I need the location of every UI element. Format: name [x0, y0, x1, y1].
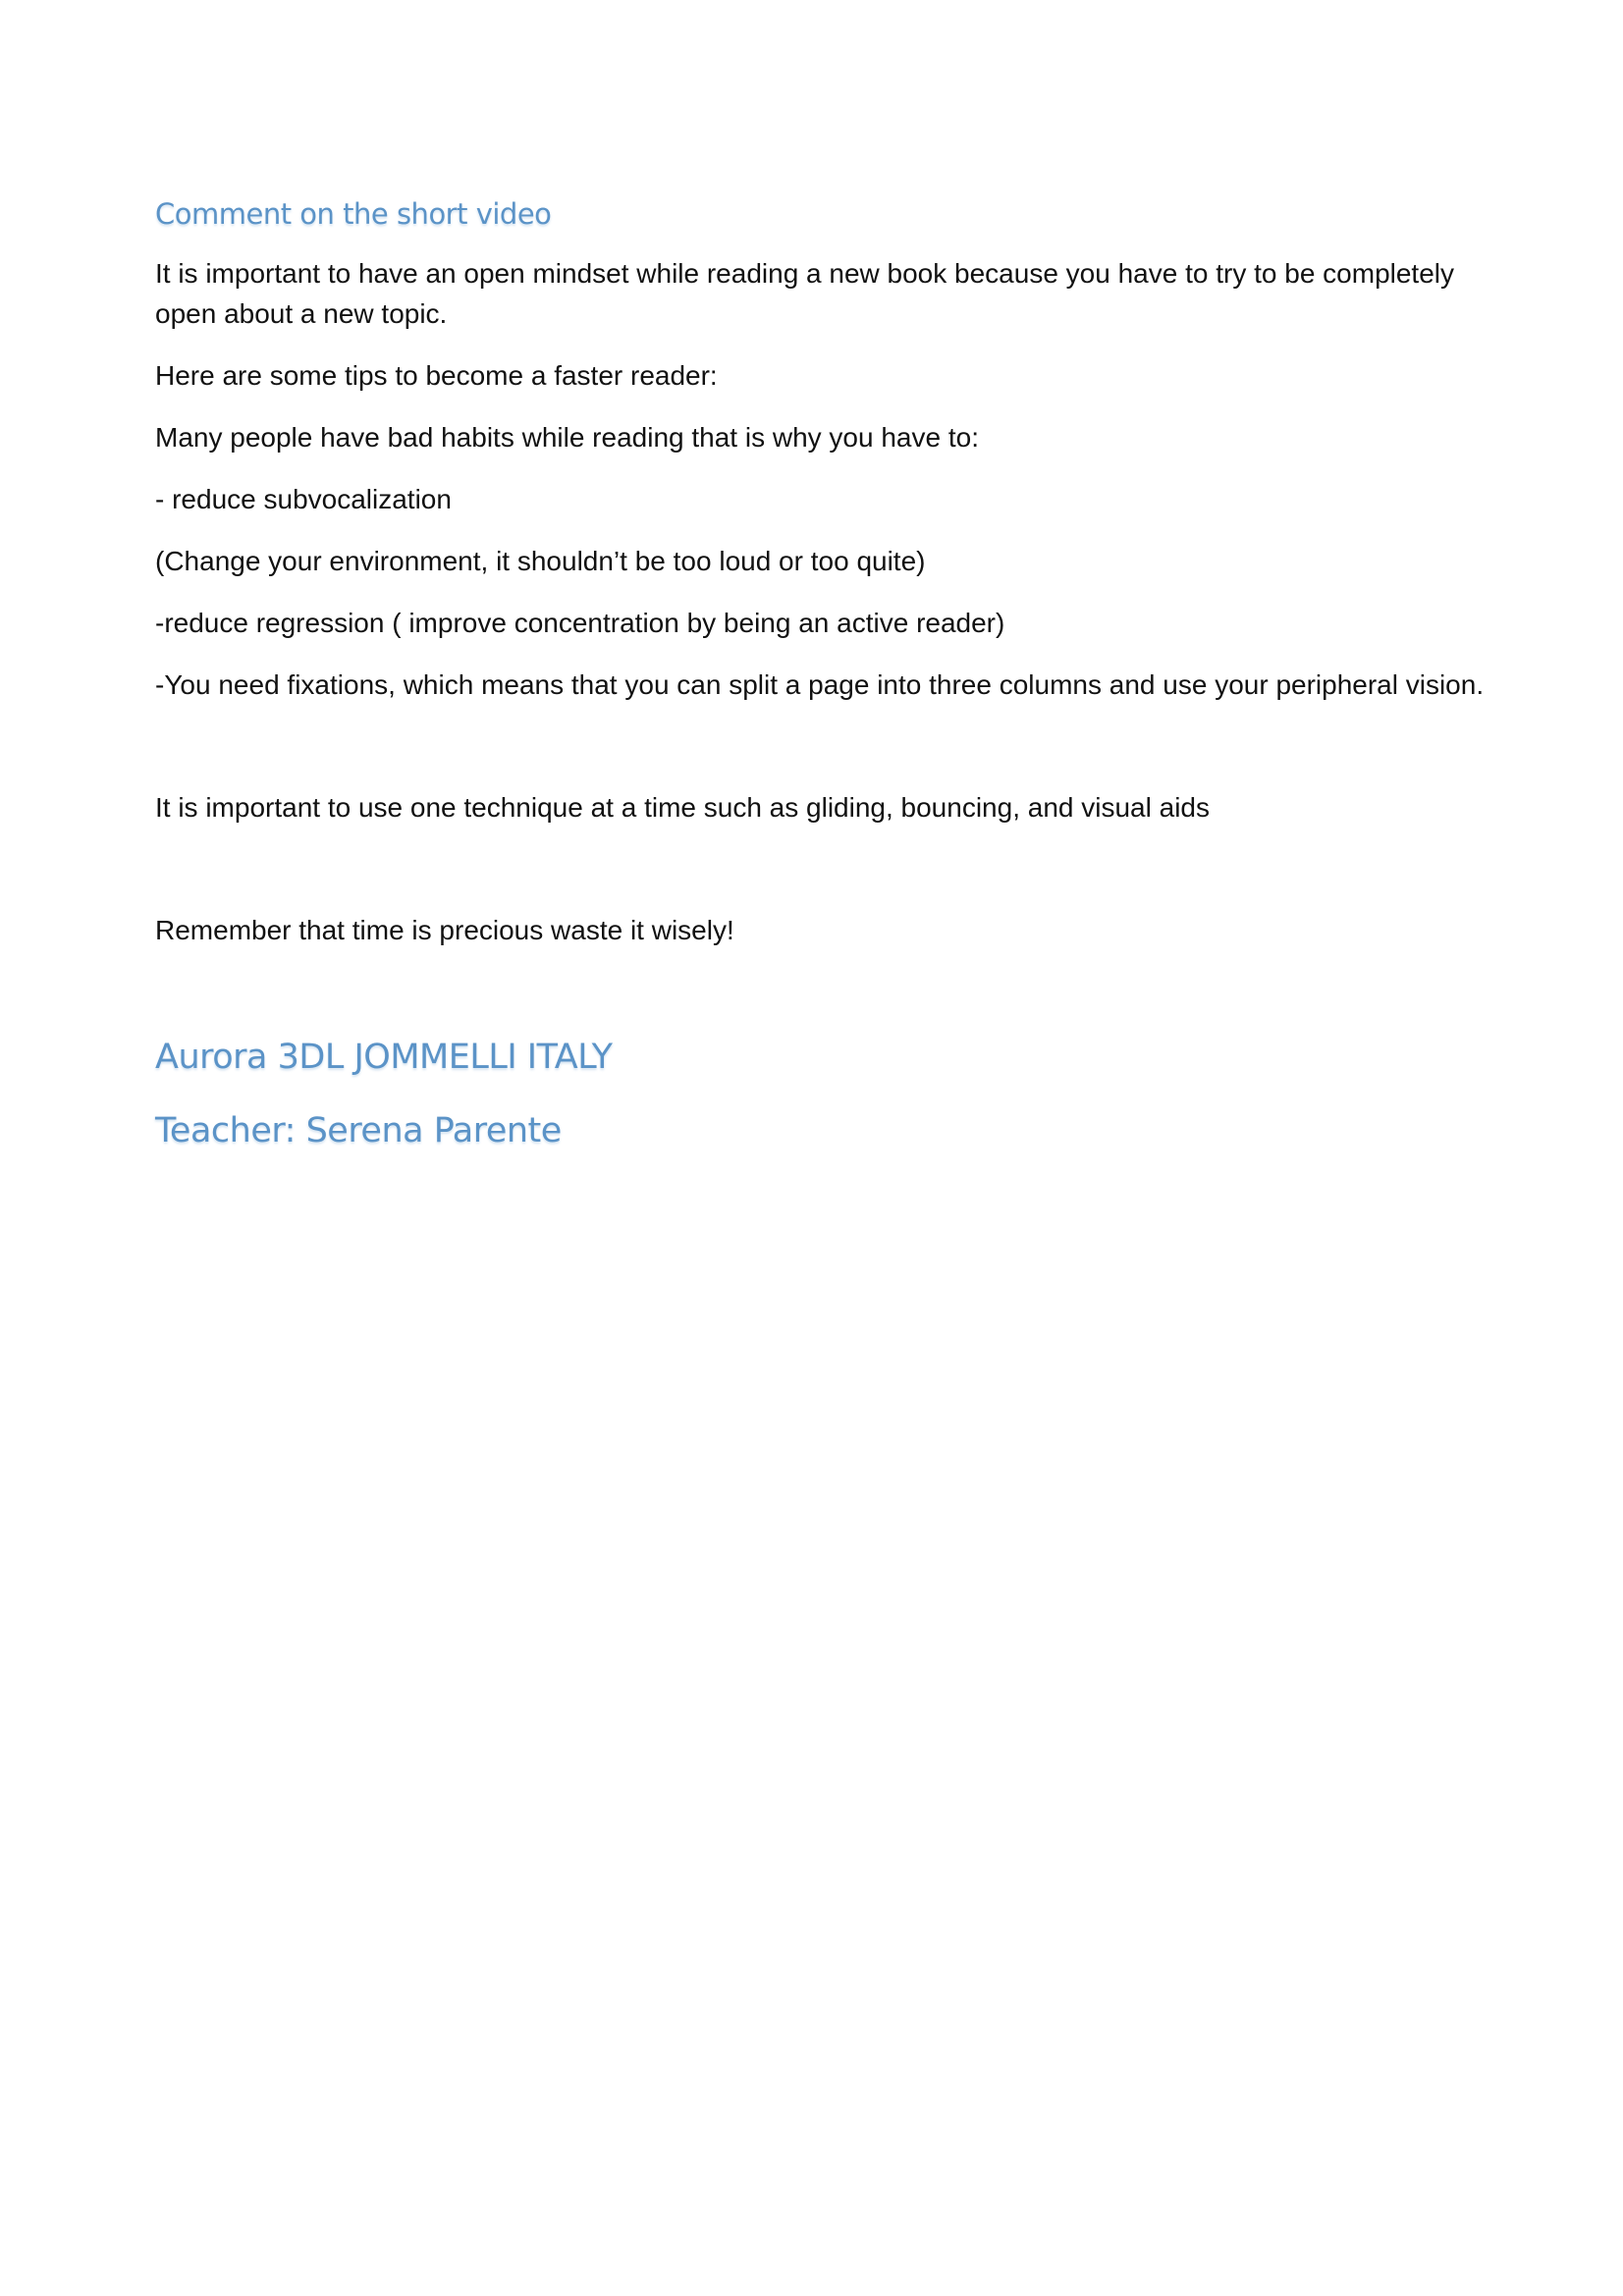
paragraph-technique: It is important to use one technique at a time such as gliding, bouncing, and visual aids: [155, 792, 1210, 823]
paragraph-tips-intro: Here are some tips to become a faster reader:: [155, 360, 718, 391]
section-heading: Comment on the short video: [155, 197, 552, 231]
footer-teacher: Teacher: Serena Parente: [155, 1111, 562, 1150]
spacer: [155, 849, 1490, 910]
list-item-environment: (Change your environment, it shouldn’t be too loud or too quite): [155, 546, 926, 576]
list-item-fixations: -You need fixations, which means that you can split a page into three columns and use your peripheral vision.: [155, 669, 1485, 700]
paragraph-open-mindset: It is important to have an open mindset while reading a new book because you have to try to be completely open about a new topic.: [155, 258, 1454, 329]
spacer: [155, 726, 1490, 787]
paragraph-bad-habits: Many people have bad habits while reading that is why you have to:: [155, 422, 979, 453]
list-item-regression: -reduce regression ( improve concentration by being an active reader): [155, 608, 1005, 638]
paragraph-closing: Remember that time is precious waste it wisely!: [155, 915, 734, 945]
footer-school: Aurora 3DL JOMMELLI ITALY: [155, 1038, 613, 1077]
spacer: [155, 972, 1490, 1033]
page-content: [155, 192, 1490, 1155]
list-item-subvocalization: - reduce subvocalization: [155, 484, 452, 514]
